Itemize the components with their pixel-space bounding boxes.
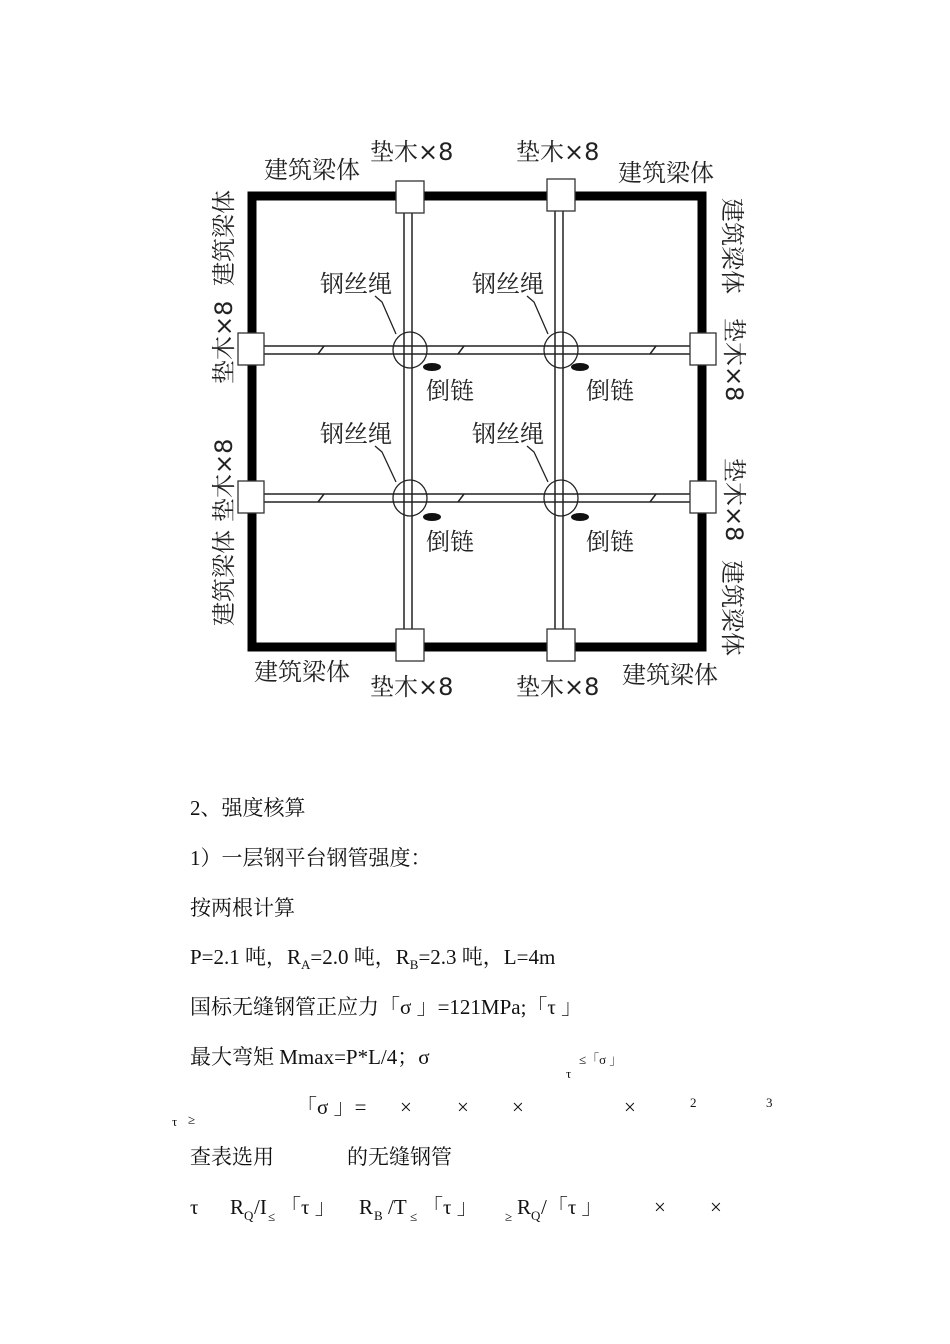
times-4: × [624,1095,636,1119]
beam-label-left-bottom: 建筑梁体 [210,530,238,626]
vertical-pipe-left [404,200,412,643]
times-3: × [512,1095,524,1119]
rope-loop-1 [375,296,427,368]
vertical-pipe-right [555,200,563,643]
chain-label-2: 倒链 [586,377,634,405]
rq2-r: R [517,1195,532,1219]
stress-standard-line: 国标无缝钢管正应力「σ 」=121MPa;「τ 」 [190,995,583,1019]
table-select-a: 查表选用 [190,1145,274,1169]
beam-label-right-bottom: 建筑梁体 [718,560,746,656]
pad-label-right-1: 垫木×8 [720,318,748,402]
beam-label-top-right: 建筑梁体 [618,159,714,187]
rope-loop-4 [527,446,578,516]
rq-r: R [230,1195,245,1219]
ge-sign: ≥ [188,1112,196,1127]
tau-sub-2: τ [172,1114,178,1129]
chain-label-3: 倒链 [426,528,474,556]
le-1: ≤ [268,1209,276,1224]
superscript-3: 3 [766,1095,773,1110]
times-6: × [710,1195,722,1219]
times-5: × [654,1195,666,1219]
pad-label-left-1: 垫木×8 [210,300,238,384]
tau-bracket-2: 「τ 」 [422,1195,478,1219]
chain-label-4: 倒链 [586,528,634,556]
pad-label-top-1: 垫木×8 [370,138,454,166]
beam-label-left-top: 建筑梁体 [210,190,238,286]
table-select-b: 的无缝钢管 [347,1145,452,1169]
section-heading: 2、强度核算 [190,796,306,820]
beam-label-bottom-left: 建筑梁体 [254,658,350,686]
rope-label-1: 钢丝绳 [320,270,392,298]
rope-label-2: 钢丝绳 [472,270,544,298]
superscript-2: 2 [690,1095,697,1110]
reaction-a: =2.0 吨，R [310,945,410,969]
sub-b: B [409,957,419,972]
sigma-eq: 「σ 」= [296,1095,367,1119]
shear-check-line [190,1195,750,1227]
load-p: P=2.1 吨，R [190,945,302,969]
beam-label-right-top: 建筑梁体 [718,198,746,294]
rope-loop-2 [527,296,578,368]
times-1: × [400,1095,412,1119]
le-2: ≤ [410,1209,418,1224]
beam-label-bottom-right: 建筑梁体 [622,661,718,689]
chain-label-1: 倒链 [426,377,474,405]
pad-label-bottom-2: 垫木×8 [516,673,600,701]
moment-formula: 最大弯矩 Mmax=P*L/4；σ [190,1045,430,1069]
tau-bracket-3: /「τ 」 [541,1195,603,1219]
horizontal-pipe-bottom [256,494,698,502]
tau-bracket-1: 「τ 」 [280,1195,336,1219]
rb-r: R [359,1195,374,1219]
pad-label-left-2: 垫木×8 [210,438,238,522]
rb-t: /T [388,1195,407,1219]
moment-line [190,1045,750,1081]
tau-symbol: τ [190,1195,199,1219]
load-values-line [190,945,555,972]
rq2-q: Q [531,1208,541,1223]
sub-a: A [301,957,311,972]
reaction-b: =2.3 吨，L=4m [418,945,556,969]
rb-b: B [374,1208,383,1223]
rope-label-4: 钢丝绳 [472,420,544,448]
section-modulus-line [172,1095,790,1129]
subsection-heading: 1）一层钢平台钢管强度： [190,846,432,870]
ge-2: ≥ [505,1209,513,1224]
pad-label-right-2: 垫木×8 [720,458,748,542]
pad-label-bottom-1: 垫木×8 [370,673,454,701]
table-select-line [190,1145,590,1175]
sigma-condition: ≤「σ 」 [579,1052,623,1067]
tau-sub: τ [566,1066,572,1081]
rope-label-3: 钢丝绳 [320,420,392,448]
rq-i: /I [254,1195,267,1219]
rq-q: Q [244,1208,254,1223]
rope-loop-3 [375,446,427,516]
beam-label-top-left: 建筑梁体 [264,156,360,184]
method-text: 按两根计算 [190,896,295,920]
horizontal-pipe-top [256,346,698,354]
pad-label-top-2: 垫木×8 [516,138,600,166]
times-2: × [457,1095,469,1119]
